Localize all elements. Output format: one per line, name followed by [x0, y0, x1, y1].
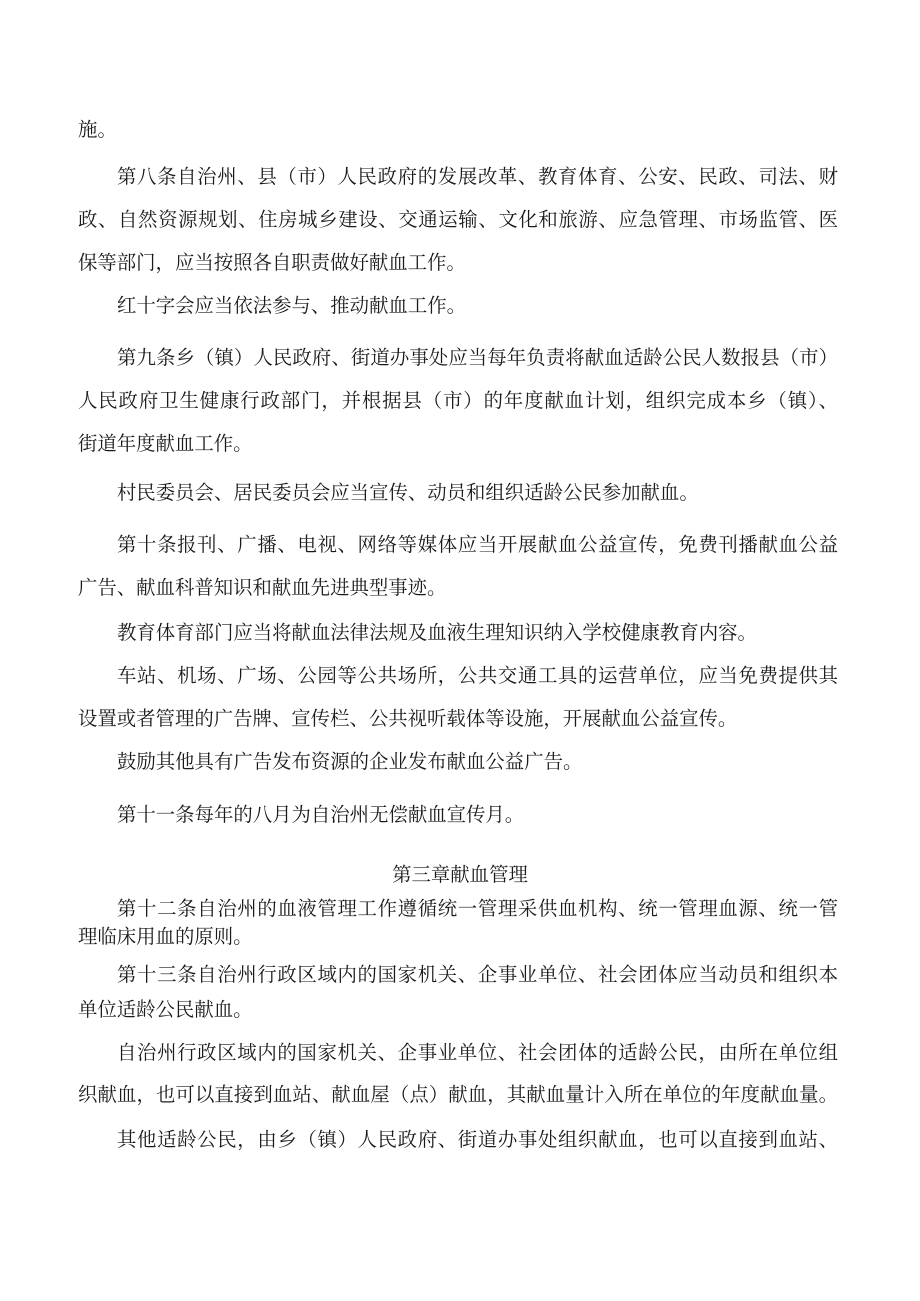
text-line: 设置或者管理的广告牌、宣传栏、公共视听载体等设施，开展献血公益宣传。: [78, 707, 738, 730]
text-line: 第十一条每年的八月为自治州无偿献血宣传月。: [117, 803, 525, 826]
chapter-heading: 第三章献血管理: [392, 863, 528, 886]
text-line: 单位适龄公民献血。: [78, 998, 253, 1021]
text-line: 红十字会应当依法参与、推动献血工作。: [117, 294, 467, 317]
text-line: 政、自然资源规划、住房城乡建设、交通运输、文化和旅游、应急管理、市场监管、医: [78, 208, 838, 231]
text-line: 第十二条自治州的血液管理工作遵循统一管理采供血机构、统一管理血源、统一管: [117, 897, 838, 920]
text-line: 理临床用血的原则。: [78, 925, 253, 948]
text-line: 村民委员会、居民委员会应当宣传、动员和组织适龄公民参加献血。: [117, 481, 699, 504]
text-line: 织献血，也可以直接到血站、献血屋（点）献血，其献血量计入所在单位的年度献血量。: [78, 1083, 838, 1106]
text-line: 施。: [78, 118, 117, 141]
text-line: 人民政府卫生健康行政部门，并根据县（市）的年度献血计划，组织完成本乡（镇）、: [78, 389, 838, 412]
text-line: 鼓励其他具有广告发布资源的企业发布献血公益广告。: [117, 750, 583, 773]
text-line: 第十三条自治州行政区域内的国家机关、企事业单位、社会团体应当动员和组织本: [117, 963, 838, 986]
text-line: 其他适龄公民，由乡（镇）人民政府、街道办事处组织献血，也可以直接到血站、: [117, 1128, 838, 1151]
text-line: 车站、机场、广场、公园等公共场所，公共交通工具的运营单位，应当免费提供其: [117, 664, 838, 687]
text-line: 第十条报刊、广播、电视、网络等媒体应当开展献血公益宣传，免费刊播献血公益: [117, 533, 838, 556]
text-line: 广告、献血科普知识和献血先进典型事迹。: [78, 576, 447, 599]
text-line: 保等部门，应当按照各自职责做好献血工作。: [78, 251, 466, 274]
text-line: 自治州行政区域内的国家机关、企事业单位、社会团体的适龄公民，由所在单位组: [117, 1041, 838, 1064]
text-line: 第八条自治州、县（市）人民政府的发展改革、教育体育、公安、民政、司法、财: [117, 165, 838, 188]
text-line: 街道年度献血工作。: [78, 432, 253, 455]
text-line: 教育体育部门应当将献血法律法规及血液生理知识纳入学校健康教育内容。: [117, 621, 757, 644]
text-line: 第九条乡（镇）人民政府、街道办事处应当每年负责将献血适龄公民人数报县（市）: [117, 346, 838, 369]
